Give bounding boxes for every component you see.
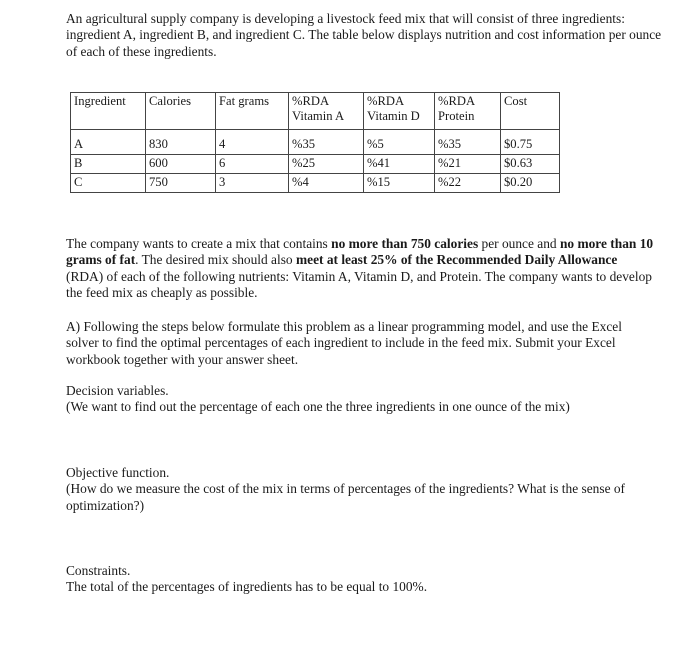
cell-calories: 830	[146, 130, 216, 155]
cell-ingredient: C	[71, 174, 146, 193]
decision-variables-hint: (We want to find out the percentage of each one the three ingredients in one ounce of the mix)	[66, 399, 570, 415]
cell-calories: 750	[146, 174, 216, 193]
cell-vitamin-a: %35	[289, 130, 364, 155]
cell-protein: %35	[435, 130, 501, 155]
header-vitamin-a	[289, 93, 364, 130]
objective-function-heading: Objective function.	[66, 465, 170, 480]
header-protein-line2: Protein	[438, 109, 475, 123]
header-protein	[435, 93, 501, 130]
text-span: per ounce and	[478, 236, 560, 251]
table-row	[71, 130, 560, 155]
problem-statement	[66, 236, 656, 301]
decision-variables-heading: Decision variables.	[66, 383, 169, 398]
header-cost: Cost	[501, 93, 560, 130]
cell-protein: %21	[435, 155, 501, 174]
objective-function-hint: (How do we measure the cost of the mix in terms of percentages of the ingredients? What is the sense of optimization?)	[66, 481, 626, 513]
table-row	[71, 155, 560, 174]
cell-calories: 600	[146, 155, 216, 174]
objective-function-section	[66, 465, 666, 514]
cell-cost: $0.63	[501, 155, 560, 174]
intro-paragraph: An agricultural supply company is developing a livestock feed mix that will consist of three ingredients: ingredient A, ingredient B, and ingredient C. The table below displays nutrition and cost information per ounce of each of these ingredients.	[66, 11, 662, 59]
cell-vitamin-d: %5	[364, 130, 435, 155]
fat-limit: no more than 10 grams of fat	[66, 236, 654, 268]
decision-variables-section	[66, 383, 666, 416]
cell-fat: 4	[216, 130, 289, 155]
header-vitamin-a-line1: %RDA	[292, 94, 330, 108]
calorie-limit: no more than 750 calories	[331, 236, 479, 251]
text-span: (RDA) of each of the following nutrients: Vitamin A, Vitamin D, and Protein. The company wants to develop the feed mix as cheaply as possible.	[66, 268, 652, 300]
question-a: A) Following the steps below formulate this problem as a linear programming model, and use the Excel solver to find the optimal percentages of each ingredient to include in the feed mix. Submit your Excel workbook together with your answer sheet.	[66, 319, 622, 367]
header-fat-grams: Fat grams	[216, 93, 289, 130]
constraints-heading: Constraints.	[66, 563, 131, 578]
cell-cost: $0.75	[501, 130, 560, 155]
nutrition-table	[70, 92, 560, 193]
header-vitamin-d	[364, 93, 435, 130]
header-vitamin-d-line1: %RDA	[367, 94, 405, 108]
table-row	[71, 174, 560, 193]
cell-vitamin-a: %4	[289, 174, 364, 193]
header-protein-line1: %RDA	[438, 94, 476, 108]
text-span: The company wants to create a mix that contains	[66, 236, 332, 251]
table-header-row	[71, 93, 560, 130]
cell-vitamin-d: %41	[364, 155, 435, 174]
cell-fat: 6	[216, 155, 289, 174]
text-span: . The desired mix should also	[135, 252, 296, 268]
cell-cost: $0.20	[501, 174, 560, 193]
rda-requirement: meet at least 25% of the Recommended Daily Allowance	[295, 252, 618, 268]
header-vitamin-a-line2: Vitamin A	[292, 109, 345, 123]
header-ingredient: Ingredient	[71, 93, 146, 130]
constraints-text: The total of the percentages of ingredients has to be equal to 100%.	[66, 579, 428, 595]
cell-protein: %22	[435, 174, 501, 193]
cell-vitamin-d: %15	[364, 174, 435, 193]
cell-ingredient: A	[71, 130, 146, 155]
cell-fat: 3	[216, 174, 289, 193]
constraints-section	[66, 563, 666, 596]
header-vitamin-d-line2: Vitamin D	[367, 109, 420, 123]
header-calories: Calories	[146, 93, 216, 130]
cell-vitamin-a: %25	[289, 155, 364, 174]
cell-ingredient: B	[71, 155, 146, 174]
